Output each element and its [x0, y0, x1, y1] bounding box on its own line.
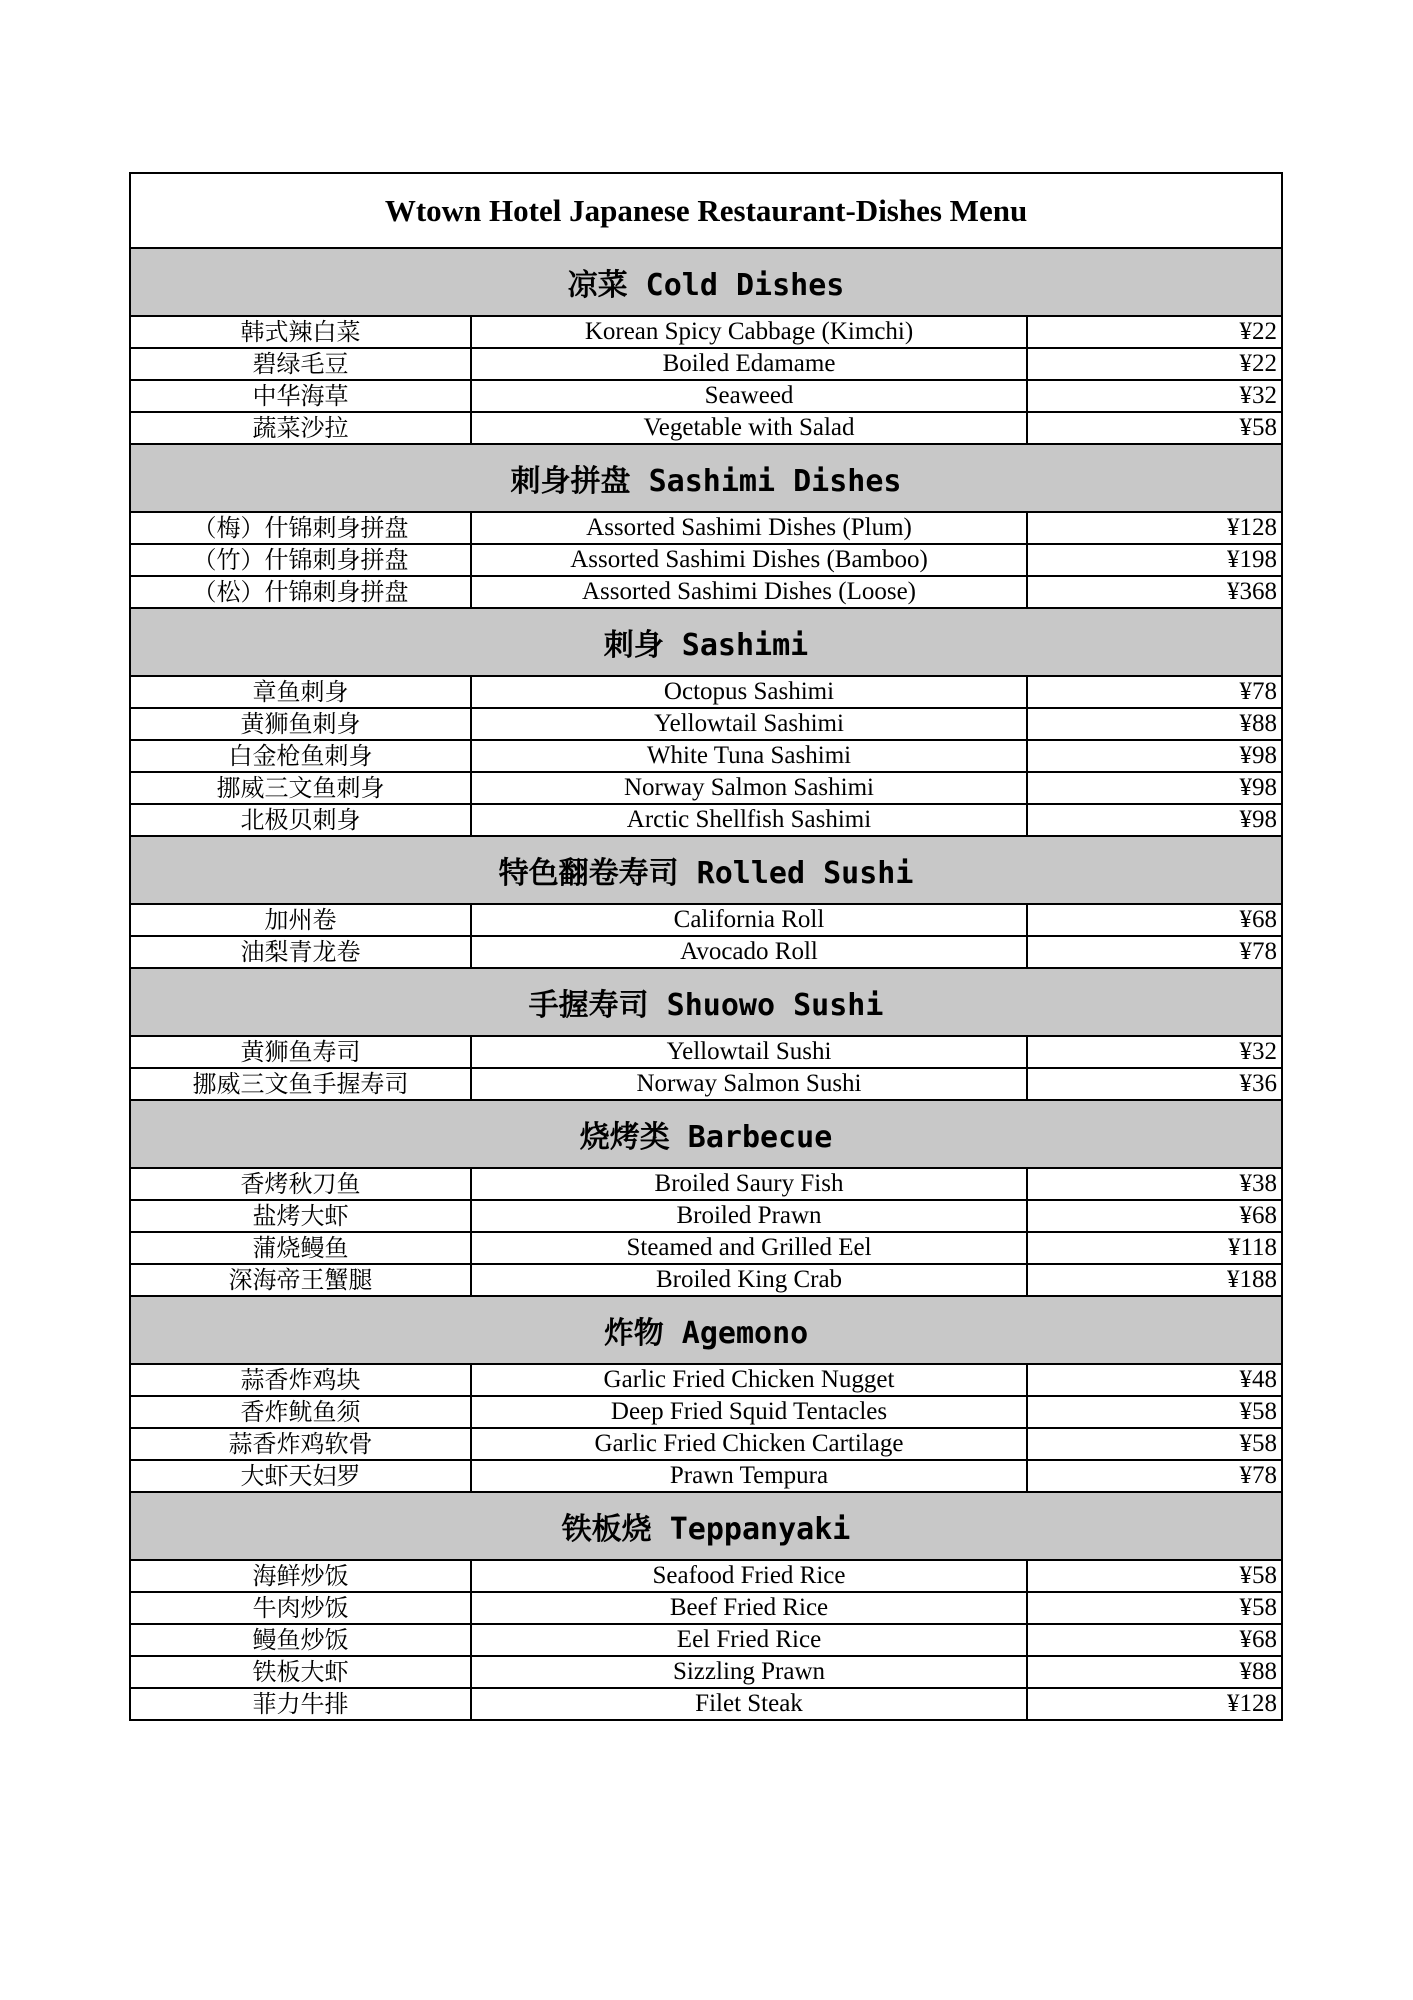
- dish-row: [130, 380, 1282, 412]
- dish-row: [130, 740, 1282, 772]
- dish-price: ¥32: [1027, 380, 1282, 412]
- dish-name-en: Eel Fried Rice: [471, 1624, 1027, 1656]
- dish-name-en: White Tuna Sashimi: [471, 740, 1027, 772]
- menu-body: [130, 173, 1282, 1720]
- dish-name-en: Norway Salmon Sushi: [471, 1068, 1027, 1100]
- dish-price: ¥32: [1027, 1036, 1282, 1068]
- dish-price: ¥78: [1027, 1460, 1282, 1492]
- dish-name-en: Broiled King Crab: [471, 1264, 1027, 1296]
- dish-price: ¥188: [1027, 1264, 1282, 1296]
- dish-name-en: Assorted Sashimi Dishes (Plum): [471, 512, 1027, 544]
- title-row: [130, 173, 1282, 248]
- dish-row: [130, 348, 1282, 380]
- dish-row: [130, 576, 1282, 608]
- dish-row: [130, 1460, 1282, 1492]
- dish-price: ¥198: [1027, 544, 1282, 576]
- dish-name-en: Avocado Roll: [471, 936, 1027, 968]
- dish-name-en: Deep Fried Squid Tentacles: [471, 1396, 1027, 1428]
- section-heading: 刺身 Sashimi: [130, 608, 1282, 676]
- section-heading: 特色翻卷寿司 Rolled Sushi: [130, 836, 1282, 904]
- dish-price: ¥128: [1027, 512, 1282, 544]
- section-row: [130, 248, 1282, 316]
- dish-price: ¥88: [1027, 1656, 1282, 1688]
- dish-price: ¥22: [1027, 348, 1282, 380]
- dish-name-zh: 香炸鱿鱼须: [130, 1396, 471, 1428]
- section-heading: 手握寿司 Shuowo Sushi: [130, 968, 1282, 1036]
- dish-name-zh: 盐烤大虾: [130, 1200, 471, 1232]
- dish-row: [130, 1560, 1282, 1592]
- dish-name-en: Norway Salmon Sashimi: [471, 772, 1027, 804]
- dish-name-zh: 大虾天妇罗: [130, 1460, 471, 1492]
- dish-row: [130, 1036, 1282, 1068]
- dish-price: ¥118: [1027, 1232, 1282, 1264]
- dish-name-zh: 海鲜炒饭: [130, 1560, 471, 1592]
- dish-row: [130, 1168, 1282, 1200]
- dish-name-zh: 蒜香炸鸡块: [130, 1364, 471, 1396]
- dish-row: [130, 1624, 1282, 1656]
- dish-price: ¥368: [1027, 576, 1282, 608]
- dish-price: ¥38: [1027, 1168, 1282, 1200]
- dish-name-zh: 黄狮鱼寿司: [130, 1036, 471, 1068]
- dish-price: ¥68: [1027, 1200, 1282, 1232]
- dish-name-en: Octopus Sashimi: [471, 676, 1027, 708]
- dish-row: [130, 936, 1282, 968]
- menu-table: [129, 172, 1283, 1721]
- dish-price: ¥58: [1027, 1592, 1282, 1624]
- dish-name-zh: 中华海草: [130, 380, 471, 412]
- section-row: [130, 1296, 1282, 1364]
- dish-name-zh: 黄狮鱼刺身: [130, 708, 471, 740]
- dish-row: [130, 1428, 1282, 1460]
- dish-price: ¥36: [1027, 1068, 1282, 1100]
- dish-name-en: Broiled Prawn: [471, 1200, 1027, 1232]
- dish-price: ¥58: [1027, 1428, 1282, 1460]
- dish-name-en: Assorted Sashimi Dishes (Bamboo): [471, 544, 1027, 576]
- dish-name-zh: 油梨青龙卷: [130, 936, 471, 968]
- dish-name-en: Prawn Tempura: [471, 1460, 1027, 1492]
- dish-name-en: Yellowtail Sushi: [471, 1036, 1027, 1068]
- dish-name-zh: 挪威三文鱼手握寿司: [130, 1068, 471, 1100]
- dish-name-zh: 蒜香炸鸡软骨: [130, 1428, 471, 1460]
- section-row: [130, 1492, 1282, 1560]
- dish-name-zh: 牛肉炒饭: [130, 1592, 471, 1624]
- dish-name-zh: 挪威三文鱼刺身: [130, 772, 471, 804]
- dish-name-en: Beef Fried Rice: [471, 1592, 1027, 1624]
- dish-name-zh: （梅）什锦刺身拼盘: [130, 512, 471, 544]
- dish-row: [130, 544, 1282, 576]
- dish-price: ¥58: [1027, 1396, 1282, 1428]
- dish-row: [130, 772, 1282, 804]
- menu-title: Wtown Hotel Japanese Restaurant-Dishes Menu: [130, 173, 1282, 248]
- dish-row: [130, 1688, 1282, 1720]
- dish-name-en: Garlic Fried Chicken Nugget: [471, 1364, 1027, 1396]
- dish-name-en: Seaweed: [471, 380, 1027, 412]
- section-row: [130, 968, 1282, 1036]
- dish-name-en: Seafood Fried Rice: [471, 1560, 1027, 1592]
- dish-name-en: Arctic Shellfish Sashimi: [471, 804, 1027, 836]
- dish-name-zh: 北极贝刺身: [130, 804, 471, 836]
- dish-name-en: Broiled Saury Fish: [471, 1168, 1027, 1200]
- dish-name-zh: 蔬菜沙拉: [130, 412, 471, 444]
- dish-name-zh: 深海帝王蟹腿: [130, 1264, 471, 1296]
- dish-name-zh: 香烤秋刀鱼: [130, 1168, 471, 1200]
- dish-name-en: Boiled Edamame: [471, 348, 1027, 380]
- dish-price: ¥58: [1027, 412, 1282, 444]
- dish-name-zh: 韩式辣白菜: [130, 316, 471, 348]
- dish-row: [130, 1364, 1282, 1396]
- dish-price: ¥78: [1027, 676, 1282, 708]
- dish-name-en: Filet Steak: [471, 1688, 1027, 1720]
- section-heading: 炸物 Agemono: [130, 1296, 1282, 1364]
- dish-name-zh: 蒲烧鳗鱼: [130, 1232, 471, 1264]
- dish-name-zh: 菲力牛排: [130, 1688, 471, 1720]
- section-row: [130, 444, 1282, 512]
- dish-name-zh: （松）什锦刺身拼盘: [130, 576, 471, 608]
- dish-name-zh: 碧绿毛豆: [130, 348, 471, 380]
- dish-name-en: Korean Spicy Cabbage (Kimchi): [471, 316, 1027, 348]
- dish-row: [130, 1656, 1282, 1688]
- dish-name-en: Vegetable with Salad: [471, 412, 1027, 444]
- dish-price: ¥88: [1027, 708, 1282, 740]
- dish-name-en: Steamed and Grilled Eel: [471, 1232, 1027, 1264]
- dish-name-en: Garlic Fried Chicken Cartilage: [471, 1428, 1027, 1460]
- dish-price: ¥58: [1027, 1560, 1282, 1592]
- dish-row: [130, 708, 1282, 740]
- dish-price: ¥128: [1027, 1688, 1282, 1720]
- dish-name-en: Yellowtail Sashimi: [471, 708, 1027, 740]
- dish-row: [130, 904, 1282, 936]
- dish-row: [130, 676, 1282, 708]
- section-heading: 刺身拼盘 Sashimi Dishes: [130, 444, 1282, 512]
- dish-row: [130, 412, 1282, 444]
- section-row: [130, 1100, 1282, 1168]
- dish-price: ¥98: [1027, 740, 1282, 772]
- dish-name-en: California Roll: [471, 904, 1027, 936]
- section-heading: 凉菜 Cold Dishes: [130, 248, 1282, 316]
- dish-row: [130, 804, 1282, 836]
- dish-name-zh: 鳗鱼炒饭: [130, 1624, 471, 1656]
- section-row: [130, 836, 1282, 904]
- dish-row: [130, 1592, 1282, 1624]
- dish-row: [130, 316, 1282, 348]
- dish-name-zh: （竹）什锦刺身拼盘: [130, 544, 471, 576]
- dish-price: ¥98: [1027, 772, 1282, 804]
- dish-name-zh: 章鱼刺身: [130, 676, 471, 708]
- dish-name-en: Assorted Sashimi Dishes (Loose): [471, 576, 1027, 608]
- dish-row: [130, 512, 1282, 544]
- dish-name-zh: 铁板大虾: [130, 1656, 471, 1688]
- section-row: [130, 608, 1282, 676]
- dish-price: ¥68: [1027, 904, 1282, 936]
- dish-price: ¥78: [1027, 936, 1282, 968]
- dish-row: [130, 1232, 1282, 1264]
- dish-name-zh: 加州卷: [130, 904, 471, 936]
- dish-row: [130, 1200, 1282, 1232]
- dish-price: ¥68: [1027, 1624, 1282, 1656]
- dish-name-en: Sizzling Prawn: [471, 1656, 1027, 1688]
- dish-name-zh: 白金枪鱼刺身: [130, 740, 471, 772]
- section-heading: 烧烤类 Barbecue: [130, 1100, 1282, 1168]
- dish-price: ¥48: [1027, 1364, 1282, 1396]
- dish-row: [130, 1396, 1282, 1428]
- dish-row: [130, 1264, 1282, 1296]
- section-heading: 铁板烧 Teppanyaki: [130, 1492, 1282, 1560]
- dish-price: ¥22: [1027, 316, 1282, 348]
- dish-row: [130, 1068, 1282, 1100]
- dish-price: ¥98: [1027, 804, 1282, 836]
